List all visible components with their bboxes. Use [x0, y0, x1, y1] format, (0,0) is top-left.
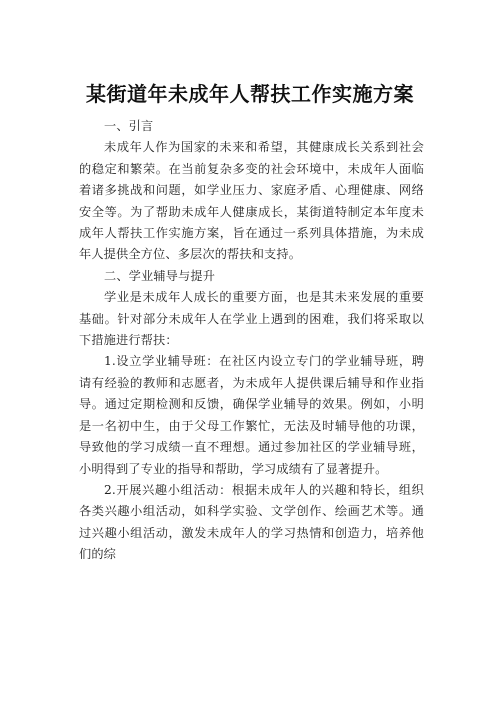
- tutoring-class-paragraph: 1.设立学业辅导班：在社区内设立专门的学业辅导班，聘请有经验的教师和志愿者，为未成年人提供课后辅导和作业指导。通过定期检测和反馈，确保学业辅导的效果。例如，小明是一名初中生，由于父母工作繁忙，无法及时辅导他的功课，导致他的学习成绩一直不理想。通过参加社区的学业辅导班，小明得到了专业的指导和帮助，学习成绩有了显著提升。: [79, 354, 424, 476]
- interest-group-paragraph: 2.开展兴趣小组活动：根据未成年人的兴趣和特长，组织各类兴趣小组活动，如科学实验、文学创作、绘画艺术等。通过兴趣小组活动，激发未成年人的学习热情和创造力，培养他们的综: [79, 482, 424, 562]
- document-body: [79, 116, 424, 566]
- document-title: 某街道年未成年人帮扶工作实施方案: [86, 82, 414, 106]
- section-heading-introduction: 一、引言: [104, 119, 154, 133]
- academic-support-intro-paragraph: 学业是未成年人成长的重要方面，也是其未来发展的重要基础。针对部分未成年人在学业上遇到的困难，我们将采取以下措施进行帮扶：: [79, 290, 424, 348]
- section-heading-academic-support: 二、学业辅导与提升: [104, 268, 216, 283]
- introduction-paragraph: 未成年人作为国家的未来和希望，其健康成长关系到社会的稳定和繁荣。在当前复杂多变的社会环境中，未成年人面临着诸多挑战和问题，如学业压力、家庭矛盾、心理健康、网络安全等。为了帮助未成年人健康成长，某街道特制定本年度未成年人帮扶工作实施方案，旨在通过一系列具体措施，为未成年人提供全方位、多层次的帮扶和支持。: [79, 140, 424, 262]
